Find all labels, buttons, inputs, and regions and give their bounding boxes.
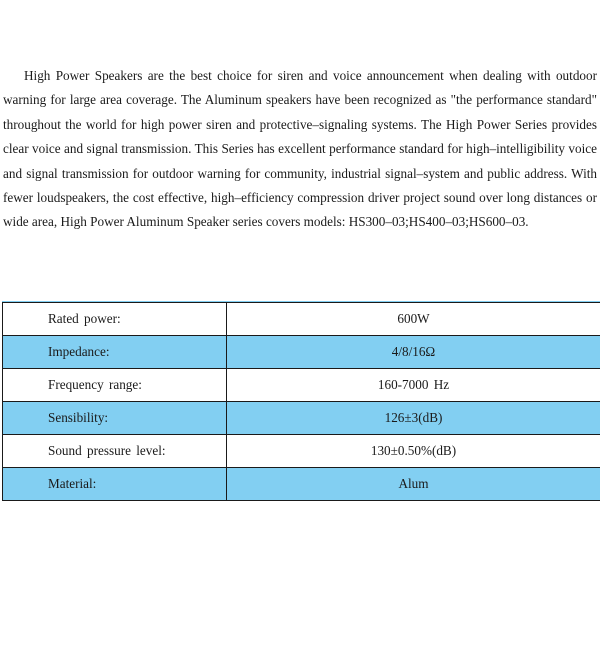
spec-label: Sensibility: xyxy=(3,402,227,435)
spec-row-sound-pressure-level xyxy=(3,435,600,468)
spec-value: 126±3(dB) xyxy=(227,402,600,435)
spec-row-frequency-range xyxy=(3,369,600,402)
spec-label: Rated power: xyxy=(3,303,227,336)
spec-label: Sound pressure level: xyxy=(3,435,227,468)
specifications-table xyxy=(2,302,600,501)
spec-value: Alum xyxy=(227,468,600,501)
spec-row-rated-power xyxy=(3,303,600,336)
spec-label: Frequency range: xyxy=(3,369,227,402)
spec-row-material xyxy=(3,468,600,501)
spec-value: 160-7000 Hz xyxy=(227,369,600,402)
spec-value: 130±0.50%(dB) xyxy=(227,435,600,468)
spec-row-sensibility xyxy=(3,402,600,435)
spec-row-impedance xyxy=(3,336,600,369)
intro-paragraph: High Power Speakers are the best choice for siren and voice announcement when dealing with outdoor warning for large area coverage. The Aluminum speakers have been recognized as "the performance standard" throughout the world for high power siren and protective–signaling systems. The High Power Series provides clear voice and signal transmission. This Series has excellent performance standard for high–intelligibility voice and signal transmission for outdoor warning for community, industrial signal–system and public address. With fewer loudspeakers, the cost effective, high–efficiency compression driver project sound over long distances or wide area, High Power Aluminum Speaker series covers models: HS300–03;HS400–03;HS600–03. xyxy=(3,68,597,230)
spec-value: 4/8/16Ω xyxy=(227,336,600,369)
spec-value: 600W xyxy=(397,311,430,326)
spec-label: Impedance: xyxy=(3,336,227,369)
spec-label: Material: xyxy=(3,468,227,501)
